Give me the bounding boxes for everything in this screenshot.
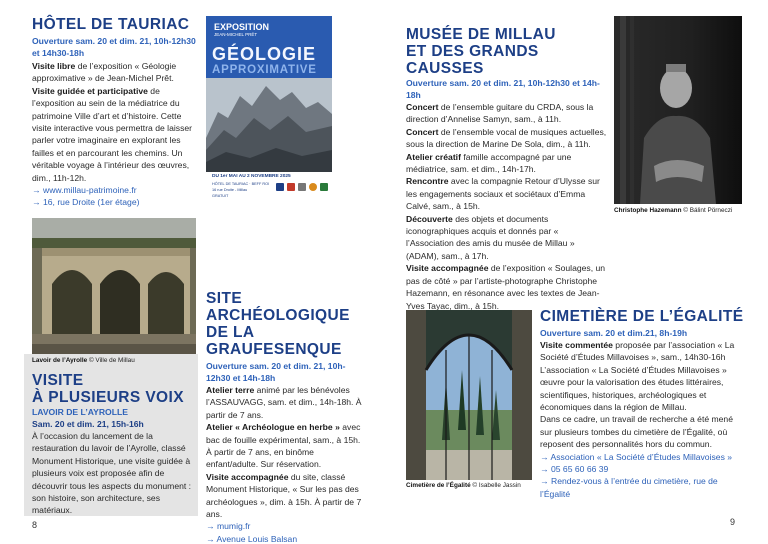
poster-artist: JEAN-MICHEL PRÊT	[214, 32, 258, 37]
musee-text: des objets et documents iconographiques acquis et donnés par « l’Association des amis du musée de Millau » (ADAM), sam., à 17h.	[406, 213, 575, 261]
poster-address: 16 rue Droite - Millau	[212, 188, 248, 192]
graufesenque-strong: Atelier « Archéologue en herbe »	[206, 422, 340, 433]
caption-strong: Christophe Hazemann	[614, 207, 682, 214]
graufesenque-text: animé par les bénévoles l’ASSAUVAGG, sam. et dim., 14h-18h. À partir de 7 ans.	[206, 385, 362, 420]
logo-icon	[320, 183, 328, 191]
poster-dates: DU 1er MAI AU 2 NOVEMBRE 2025	[212, 174, 291, 179]
ayrolle-text: À l’occasion du lancement de la restauration du lavoir de l’Ayrolle, classé Monument Historique, une visite guidée à plusieurs voix est proposée afin de découvrir tous les aspects du monument : son histoire, son architecture, ses matériaux.	[32, 431, 192, 516]
graufesenque-hours: Ouverture sam. 20 et dim. 21, 10h-12h30 et 14h-18h	[206, 361, 346, 383]
ayrolle-hours: Sam. 20 et dim. 21, 15h-16h	[32, 419, 144, 429]
poster-word1: GÉOLOGIE	[212, 44, 317, 64]
poster-venue: HÔTEL DE TAURIAC · BEFF ROI	[212, 182, 270, 186]
cimetiere-strong: Visite commentée	[540, 340, 613, 350]
graufesenque-title-line2: DE LA GRAUFESENQUE	[206, 324, 342, 358]
musee-strong: Concert	[406, 126, 439, 137]
tauriac-section	[32, 16, 198, 209]
logo-icon	[287, 183, 295, 191]
tauriac-paragraph	[32, 85, 198, 184]
caption-credit: © Bálint Pörneczi	[681, 207, 733, 214]
page-number-left: 8	[32, 520, 38, 530]
tauriac-text: de l’exposition « Géologie approximative » de Jean-Michel Prêt.	[32, 61, 177, 84]
musee-paragraph	[406, 213, 608, 263]
cimetiere-paragraph: L’association « La Société d’Études Millavoises » œuvre pour la valorisation des études littéraires, scientifiques, historiques, archéologiques et économiques dans la région de Millau.	[540, 364, 727, 413]
musee-text: de l’exposition « Soulages, un pas de côté » par l’artiste-photographe Christophe Hazemann, en résonance avec les textes de Jean-Yves Tayac, dim., à 15h.	[406, 263, 606, 311]
poster-word2: APPROXIMATIVE	[212, 64, 317, 76]
musee-paragraph	[406, 262, 608, 312]
musee-title-line2: ET DES GRANDS CAUSSES	[406, 43, 539, 77]
graufesenque-website-link[interactable]: → mumig.fr	[206, 521, 251, 532]
caption-strong: Lavoir de l’Ayrolle	[32, 357, 88, 364]
cimetiere-association-link[interactable]: → Association « La Société d’Études Millavoises »	[540, 451, 733, 462]
graufesenque-paragraph	[206, 384, 366, 421]
graufesenque-title-line1: SITE ARCHÉOLOGIQUE	[206, 290, 350, 324]
graufesenque-section	[206, 290, 366, 544]
tauriac-address-link[interactable]: → 16, rue Droite (1er étage)	[32, 197, 140, 208]
cimetiere-text: proposée par l’association « La Société d’Études Millavoises », sam., 14h30-16h	[540, 340, 735, 363]
graufesenque-strong: Visite accompagnée	[206, 471, 289, 482]
musee-text: de l’ensemble vocal de musiques actuelles, sous la direction de Marine De Sola, dim., à 11h.	[406, 126, 607, 150]
musee-strong: Visite accompagnée	[406, 263, 489, 274]
caption-strong: Cimetière de l’Égalité	[406, 482, 471, 489]
cimetiere-paragraph	[540, 339, 746, 364]
portrait-caption	[614, 207, 732, 215]
musee-hours: Ouverture sam. 20 et dim. 21, 10h-12h30 et 14h-18h	[406, 78, 600, 100]
musee-text: de l’ensemble guitare du CRDA, sous la direction d’Annelise Samyn, sam., à 11h.	[406, 102, 594, 125]
musee-strong: Découverte	[406, 213, 453, 224]
cemetery-caption	[406, 482, 521, 490]
musee-text: famille accompagné par une médiatrice, sam. et dim., 14h-17h.	[406, 151, 572, 175]
musee-section	[406, 26, 608, 337]
graufesenque-strong: Atelier terre	[206, 385, 255, 395]
graufesenque-paragraph	[206, 421, 366, 471]
caption-credit: © Isabelle Jassin	[470, 482, 521, 489]
tauriac-hours: Ouverture sam. 20 et dim. 21, 10h-12h30 et 14h30-18h	[32, 36, 196, 58]
lavoir-illustration	[32, 218, 196, 354]
cemetery-illustration	[406, 310, 532, 480]
musee-paragraph	[406, 101, 608, 126]
ayrolle-title-line2: À PLUSIEURS VOIX	[32, 389, 184, 406]
poster-logos	[276, 183, 328, 193]
tauriac-paragraph	[32, 60, 198, 85]
cimetiere-section	[540, 308, 746, 500]
ayrolle-title-line1: VISITE	[32, 372, 84, 389]
cemetery-photo	[406, 310, 532, 480]
portrait-illustration	[614, 16, 742, 204]
lavoir-photo	[32, 218, 196, 354]
musee-paragraph	[406, 151, 608, 176]
poster-kicker: EXPOSITION	[214, 22, 270, 32]
tauriac-strong: Visite libre	[32, 61, 76, 71]
graufesenque-text: avec bac de fouille expérimental, sam., à 15h. À partir de 7 ans, en binôme enfant/adulte. Sur réservation.	[206, 422, 361, 470]
musee-paragraph	[406, 175, 608, 212]
cimetiere-phone-link[interactable]: → 05 65 60 66 39	[540, 464, 609, 475]
tauriac-strong: Visite guidée et participative	[32, 85, 148, 96]
musee-paragraph	[406, 126, 608, 151]
ayrolle-subtitle: LAVOIR DE L’AYROLLE	[32, 407, 128, 417]
tauriac-title: HÔTEL DE TAURIAC	[32, 16, 190, 33]
caption-credit: © Ville de Millau	[87, 357, 135, 364]
musee-strong: Rencontre	[406, 176, 449, 187]
cimetiere-address-link[interactable]: → Rendez-vous à l’entrée du cimetière, rue de l’Égalité	[540, 476, 718, 499]
graufesenque-paragraph	[206, 471, 366, 521]
poster-price: GRATUIT	[212, 194, 229, 198]
cimetiere-hours: Ouverture sam. 20 et dim.21, 8h-19h	[540, 328, 688, 338]
logo-icon	[309, 183, 317, 191]
musee-title-line1: MUSÉE DE MILLAU	[406, 26, 556, 43]
graufesenque-text: du site, classé Monument Historique, « Sur les pas des archéologues », dim. à 15h. À partir de 7 ans.	[206, 471, 362, 520]
page-number-right: 9	[730, 517, 736, 527]
exhibition-poster	[206, 16, 332, 202]
musee-strong: Concert	[406, 102, 439, 112]
logo-icon	[298, 183, 306, 191]
musee-text: avec la compagnie Retour d’Ulysse sur les engagements sociaux et sociétaux d’Emma Calvé, sam., à 15h.	[406, 176, 600, 212]
mountain-image	[206, 78, 332, 172]
cimetiere-title: CIMETIÈRE DE L’ÉGALITÉ	[540, 308, 744, 325]
lavoir-caption	[32, 357, 135, 365]
logo-icon	[276, 183, 284, 191]
tauriac-text: de l’exposition au sein de la médiatrice du patrimoine Ville d’art et d’histoire. Cette visite interactive vous permettra de laisser parler votre imaginaire en explorant les failles et en parcourant les chemins. Un véritable voyage à l’intérieur des œuvres, dim., 11h-12h.	[32, 85, 193, 183]
tauriac-website-link[interactable]: → www.millau-patrimoine.fr	[32, 185, 137, 196]
ayrolle-section	[32, 372, 192, 517]
musee-strong: Atelier créatif	[406, 151, 461, 162]
graufesenque-address-link[interactable]: → Avenue Louis Balsan	[206, 533, 298, 544]
cimetiere-paragraph: Dans ce cadre, un travail de recherche a été mené sur plusieurs tombes du cimetière de l’Égalité, où reposent des personnalités hors du commun.	[540, 414, 733, 450]
portrait-photo	[614, 16, 742, 204]
